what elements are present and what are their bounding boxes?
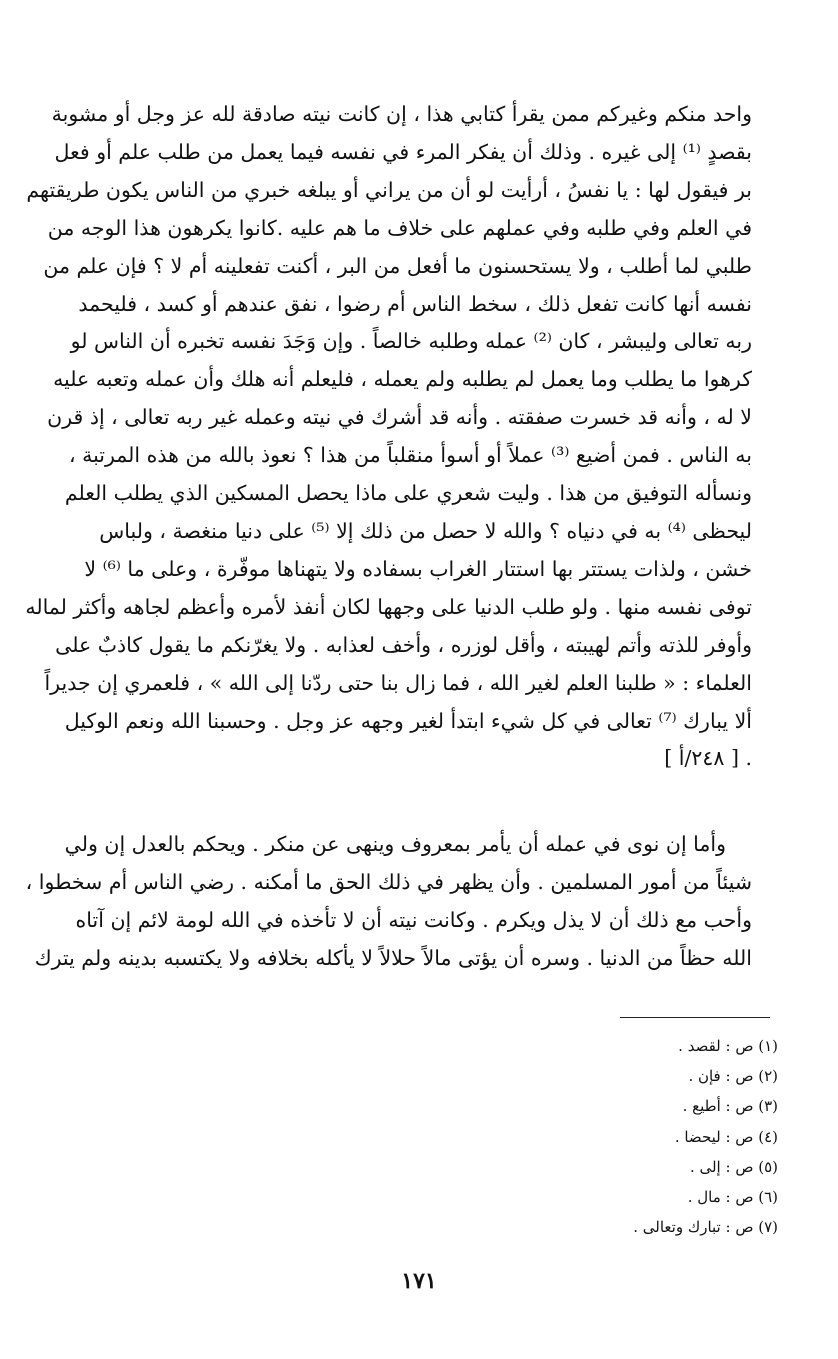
footnote: (٥) ص : إلى . (689, 1157, 778, 1176)
footnote: (٣) ص : أطيع . (682, 1097, 778, 1116)
text-line: وأحب مع ذلك أن لا يذل ويكرم . وكانت نيته أن لا تأخذه في الله لومة لائم إن آتاه (75, 907, 752, 932)
footnote: (١) ص : لقصد . (678, 1037, 778, 1055)
text-line: واحد منكم وغيركم ممن يقرأ كتابي هذا ، إن كانت نيته صادقة لله عز وجل أو مشوبة (51, 102, 752, 126)
footnote: (٢) ص : فإن . (688, 1067, 778, 1086)
footnote: (٦) ص : مال . (687, 1188, 778, 1207)
text-line: وأوفر للذته وأتم لهيبته ، وأقل لوزره ، وأخف لعذابه . ولا يغرّنكم ما يقول كاذبٌ على (55, 632, 752, 657)
text-line: بقصدٍ ⁽¹⁾ إلى غيره . وذلك أن يفكر المرء في نفسه فيما يعمل من طلب علم أو فعل (54, 139, 752, 164)
text-line: في العلم وفي طلبه وفي عملهم على خلاف ما هم عليه .كانوا يكرهون هذا الوجه من (47, 215, 752, 240)
text-line: طلبي لما أطلب ، ولا يستحسنون ما أفعل من البر ، أكنت تفعلينه أم لا ؟ فإن علم من (43, 253, 752, 278)
text-line: كرهوا ما يطلب وما يعمل لم يطلبه ولم يعمله ، فليعلم أنه هلك وأن عمله وتعبه عليه (53, 367, 752, 392)
folio-reference: . [ ٢٤٨/أ ] (664, 746, 752, 771)
page-number: ١٧١ (401, 1268, 437, 1294)
text-line: بر فيقول لها : يا نفسُ ، أرأيت لو أن من يراني أو يبلغه خبري من الناس يكون طريقتهم (26, 177, 752, 202)
text-line: ألا يبارك ⁽⁷⁾ تعالى في كل شيء ابتدأ لغير وجهه عز وجل . وحسبنا الله ونعم الوكيل (64, 708, 752, 733)
text-line: شيئاً من أمور المسلمين . وأن يظهر في ذلك الحق ما أمكنه . رضي الناس أم سخطوا ، (25, 869, 752, 894)
text-line: وأما إن نوى في عمله أن يأمر بمعروف وينهى عن منكر . ويحكم بالعدل إن ولي (64, 832, 726, 856)
main-paragraph (25, 96, 752, 778)
text-line: به الناس . فمن أضيع ⁽³⁾ عملاً أو أسوأ منقلباً من هذا ؟ نعوذ بالله من هذه المرتبة ، (68, 443, 752, 468)
text-line: الله حظاً من الدنيا . وسره أن يؤتى مالاً حلالاً لا يأكله بخلافه ولا يكتسبه بدينه ولم يترك (34, 945, 752, 970)
text-line: لا له ، وأنه قد خسرت صفقته . وأنه قد أشرك في نيته وعمله غير ربه تعالى ، إذ قرن (47, 405, 752, 430)
text-line: ليحظى ⁽⁴⁾ به في دنياه ؟ والله لا حصل من ذلك إلا ⁽⁵⁾ على دنيا منغصة ، ولباس (99, 518, 752, 543)
footnote-divider (620, 1017, 770, 1018)
second-paragraph (25, 826, 752, 978)
text-line: العلماء : « طلبنا العلم لغير الله ، فما زال بنا حتى ردّنا إلى الله » ، فلعمري إن جديراً (44, 670, 752, 695)
footnote: (٤) ص : ليحضا . (674, 1127, 778, 1146)
footnotes-list (478, 1031, 778, 1242)
text-line: توفى نفسه منها . ولو طلب الدنيا على وجهها لكان أنفذ لأمره وأعظم لجاهه وأكثر لماله (25, 594, 752, 619)
text-line: ونسأله التوفيق من هذا . وليت شعري على ماذا يحصل المسكين الذي يطلب العلم (64, 481, 752, 506)
text-line: نفسه أنها كانت تفعل ذلك ، سخط الناس أم رضوا ، نفق عندهم أو كسد ، فليحمد (78, 291, 752, 316)
footnote: (٧) ص : تبارك وتعالى . (633, 1218, 778, 1237)
text-line: ربه تعالى وليبشر ، كان ⁽²⁾ عمله وطلبه خالصاً . وإن وَجَدَ نفسه تخبره أن الناس لو (70, 329, 752, 354)
text-line: خشن ، ولذات يستتر بها استتار الغراب بسفاده ولا يتهناها موفّرة ، وعلى ما ⁽⁶⁾ لا (84, 556, 752, 581)
